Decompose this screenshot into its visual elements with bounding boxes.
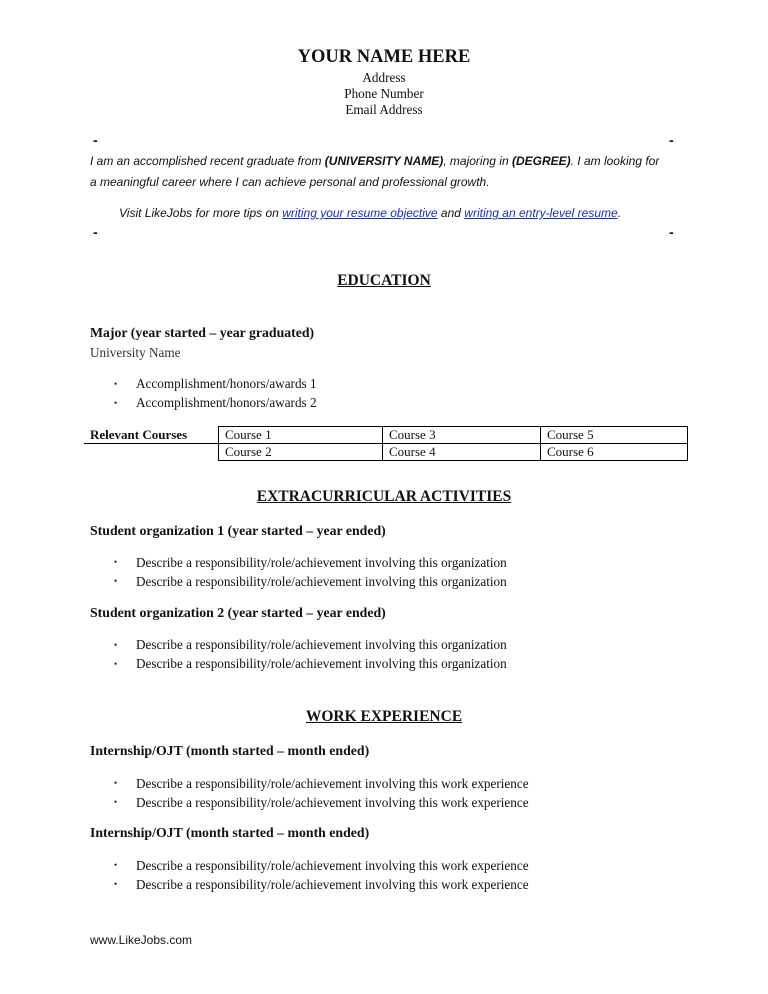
- divider-mark-left-bottom: -: [93, 224, 98, 240]
- course-cell: Course 2: [219, 444, 383, 461]
- course-cell: Course 3: [383, 427, 541, 444]
- org-bullet: Describe a responsibility/role/achievement involving this organization: [136, 574, 507, 589]
- resume-objective-link[interactable]: writing your resume objective: [282, 206, 438, 220]
- bullet-icon: •: [114, 860, 118, 870]
- bullet-icon: •: [114, 797, 118, 807]
- divider-mark-right-top: -: [669, 132, 674, 148]
- job-bullet: Describe a responsibility/role/achievement involving this work experience: [136, 795, 529, 810]
- org-title: Student organization 1 (year started – year ended): [90, 523, 386, 538]
- resume-name: YOUR NAME HERE: [297, 47, 471, 67]
- address: Address: [362, 70, 406, 85]
- entry-level-resume-link[interactable]: writing an entry-level resume: [464, 206, 618, 220]
- relevant-courses-table: [84, 426, 688, 461]
- tips-text: .: [617, 206, 622, 220]
- bullet-icon: •: [114, 778, 118, 788]
- job-bullet: Describe a responsibility/role/achievement involving this work experience: [136, 776, 529, 791]
- objective-line-1: [90, 154, 659, 168]
- divider-mark-right-bottom: -: [669, 224, 674, 240]
- email-address: Email Address: [345, 102, 423, 117]
- courses-row: [84, 444, 688, 461]
- job-bullet: Describe a responsibility/role/achievement involving this work experience: [136, 858, 529, 873]
- extracurricular-heading: EXTRACURRICULAR ACTIVITIES: [256, 488, 512, 505]
- tips-text: Visit LikeJobs for more tips on: [119, 206, 283, 220]
- bullet-icon: •: [114, 640, 118, 650]
- course-cell: Course 6: [541, 444, 688, 461]
- university-name: University Name: [90, 345, 181, 360]
- objective-text: I am an accomplished recent graduate from: [90, 154, 325, 168]
- major-title: Major (year started – year graduated): [90, 325, 315, 340]
- university-placeholder: (UNIVERSITY NAME): [324, 154, 444, 168]
- tips-line: [119, 206, 621, 220]
- bullet-icon: •: [114, 576, 118, 586]
- job-title: Internship/OJT (month started – month ended): [90, 825, 370, 840]
- objective-line-2: a meaningful career where I can achieve personal and professional growth.: [90, 175, 490, 189]
- objective-text: . I am looking for: [570, 154, 660, 168]
- relevant-courses-label: Relevant Courses: [84, 427, 219, 444]
- bullet-icon: •: [114, 398, 118, 408]
- bullet-icon: •: [114, 379, 118, 389]
- course-cell: Course 4: [383, 444, 541, 461]
- divider-mark-left-top: -: [93, 132, 98, 148]
- org-bullet: Describe a responsibility/role/achievement involving this organization: [136, 555, 507, 570]
- org-title: Student organization 2 (year started – year ended): [90, 605, 386, 620]
- accomplishment-item: Accomplishment/honors/awards 1: [136, 376, 317, 391]
- org-bullet: Describe a responsibility/role/achievement involving this organization: [136, 637, 507, 652]
- phone-number: Phone Number: [344, 86, 424, 101]
- job-bullet: Describe a responsibility/role/achievement involving this work experience: [136, 877, 529, 892]
- bullet-icon: •: [114, 557, 118, 567]
- education-heading: EDUCATION: [337, 272, 431, 289]
- objective-text: , majoring in: [443, 154, 512, 168]
- org-bullet: Describe a responsibility/role/achievement involving this organization: [136, 656, 507, 671]
- tips-text: and: [437, 206, 465, 220]
- courses-row: [84, 427, 688, 444]
- course-cell: Course 5: [541, 427, 688, 444]
- accomplishment-item: Accomplishment/honors/awards 2: [136, 395, 317, 410]
- degree-placeholder: (DEGREE): [511, 154, 571, 168]
- job-title: Internship/OJT (month started – month ended): [90, 743, 370, 758]
- footer-website: www.LikeJobs.com: [90, 933, 193, 947]
- work-experience-heading: WORK EXPERIENCE: [305, 708, 463, 725]
- bullet-icon: •: [114, 879, 118, 889]
- course-cell: Course 1: [219, 427, 383, 444]
- courses-label-spacer: [84, 444, 219, 461]
- bullet-icon: •: [114, 659, 118, 669]
